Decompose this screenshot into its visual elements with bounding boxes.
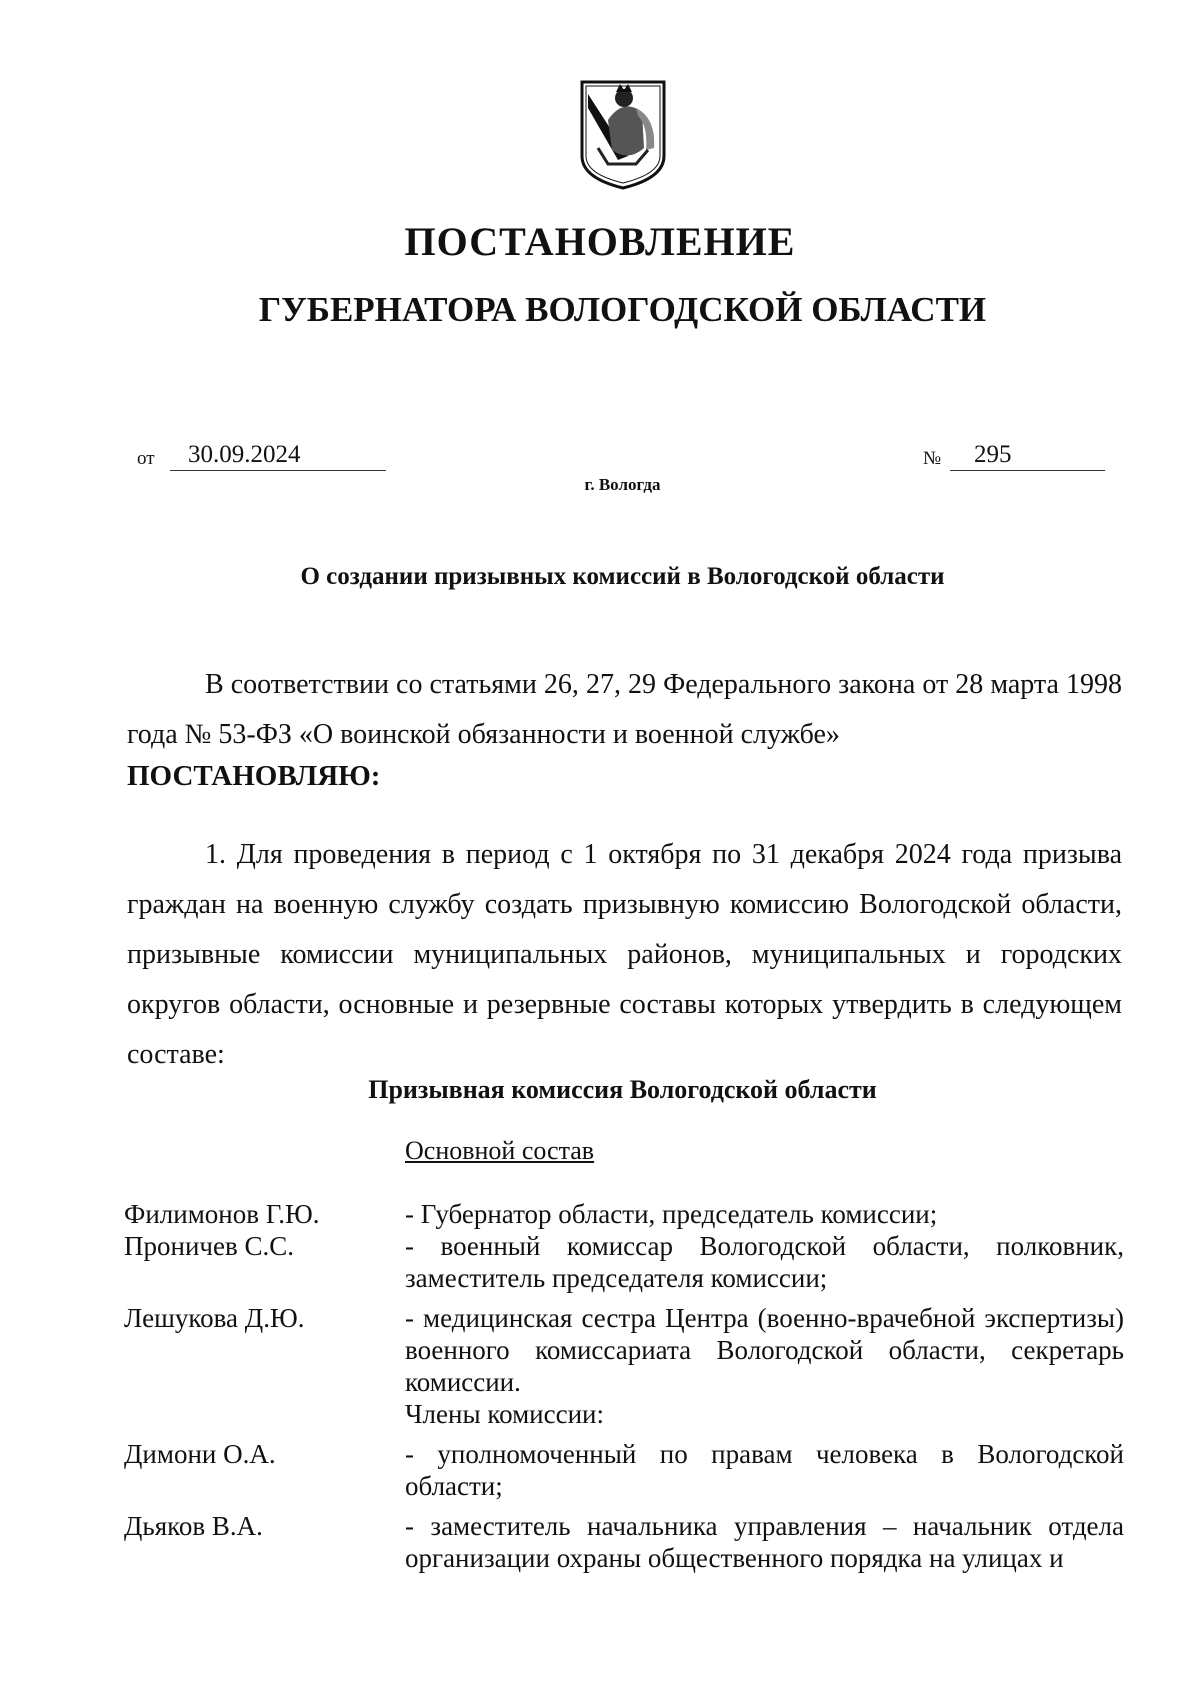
clause-1-paragraph: 1. Для проведения в период с 1 октября по 31 декабря 2024 года призыва граждан на военную службу создать призывную комиссию Вологодской области, призывные комиссии муниципальных районов, муниципальных и городских округов области, основные и резервные составы которых утвердить в следующем составе: bbox=[127, 839, 1122, 1070]
member-row bbox=[124, 1230, 1124, 1294]
city: г. Вологда bbox=[584, 475, 661, 494]
date-label: от bbox=[137, 448, 155, 469]
number-label: № bbox=[923, 448, 942, 469]
document-subject: О создании призывных комиссий в Вологодской области bbox=[300, 563, 945, 590]
member-name: Филимонов Г.Ю. bbox=[124, 1199, 320, 1229]
composition-label: Основной состав bbox=[405, 1136, 595, 1165]
members-list bbox=[124, 1198, 1124, 1574]
document-type-title: ПОСТАНОВЛЕНИЕ bbox=[404, 219, 796, 264]
issuer-title: ГУБЕРНАТОРА ВОЛОГОДСКОЙ ОБЛАСТИ bbox=[258, 290, 987, 329]
commission-title: Призывная комиссия Вологодской области bbox=[368, 1075, 877, 1104]
document-date: 30.09.2024 bbox=[170, 440, 386, 471]
member-name: Лешукова Д.Ю. bbox=[124, 1303, 305, 1333]
member-row bbox=[124, 1438, 1124, 1502]
members-subheading-row bbox=[124, 1398, 1124, 1430]
decree-word: ПОСТАНОВЛЯЮ: bbox=[127, 760, 381, 792]
member-role: - медицинская сестра Центра (военно-врачебной экспертизы) военного комиссариата Вологодской области, секретарь комиссии. bbox=[405, 1303, 1124, 1397]
preamble-paragraph: В соответствии со статьями 26, 27, 29 Федерального закона от 28 марта 1998 года № 53-ФЗ «О воинской обязанности и военной службе» bbox=[127, 669, 1122, 750]
member-name: Проничев С.С. bbox=[124, 1231, 294, 1261]
member-role: - заместитель начальника управления – начальник отдела организации охраны общественного порядка на улицах и bbox=[405, 1511, 1124, 1573]
member-name: Дьяков В.А. bbox=[124, 1511, 263, 1541]
document-number: 295 bbox=[950, 440, 1105, 471]
member-row bbox=[124, 1198, 1124, 1230]
members-subheading: Члены комиссии: bbox=[405, 1399, 604, 1429]
member-row bbox=[124, 1302, 1124, 1398]
member-row bbox=[124, 1510, 1124, 1574]
member-name: Димони О.А. bbox=[124, 1439, 276, 1469]
member-role: - военный комиссар Вологодской области, полковник, заместитель председателя комиссии; bbox=[405, 1231, 1124, 1293]
coat-of-arms-emblem bbox=[578, 78, 668, 190]
member-role: - Губернатор области, председатель комиссии; bbox=[405, 1199, 938, 1229]
member-role: - уполномоченный по правам человека в Вологодской области; bbox=[405, 1439, 1124, 1501]
